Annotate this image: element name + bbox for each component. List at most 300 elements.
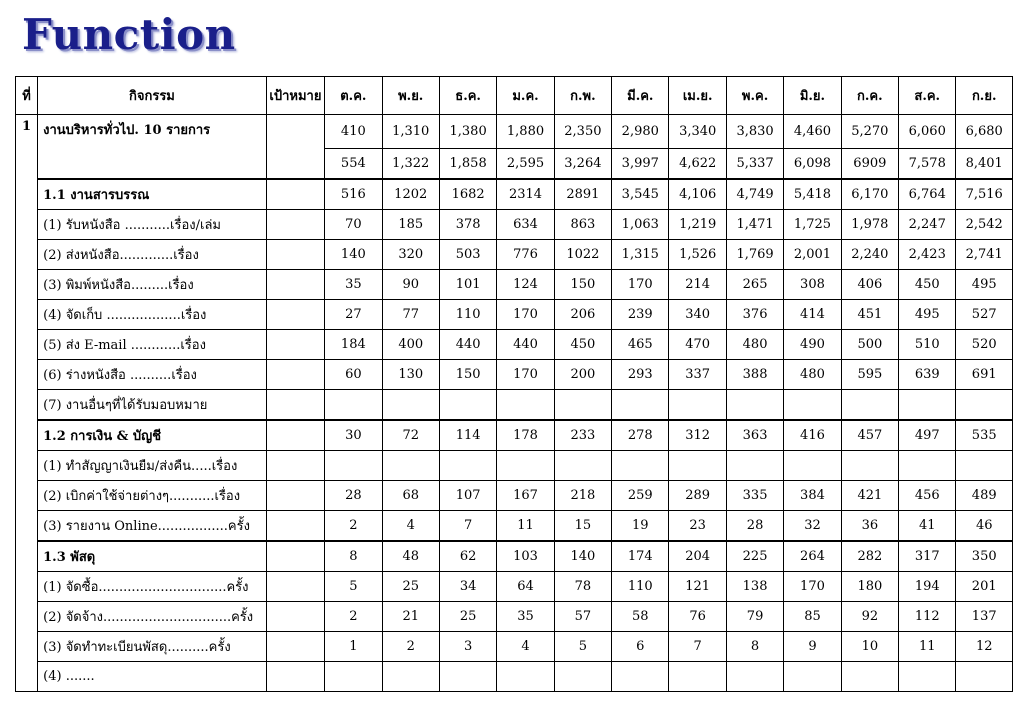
row-number-cell: [16, 450, 38, 480]
month-value-cell: 6: [612, 631, 669, 661]
activity-cell: (1) จัดซื้อ...............................ครั้ง: [38, 571, 267, 601]
page-title: Function: [22, 10, 236, 59]
month-value-cell: 60: [325, 359, 382, 389]
month-value-cell: [841, 661, 898, 691]
month-value-cell: 137: [956, 601, 1013, 631]
target-cell: [266, 571, 324, 601]
month-value-cell: 1,880: [497, 115, 554, 149]
target-cell: [266, 389, 324, 420]
month-value-cell: [325, 389, 382, 420]
month-value-cell: 12: [956, 631, 1013, 661]
month-value-cell: 201: [956, 571, 1013, 601]
month-value-cell: 2,542: [956, 209, 1013, 239]
month-value-cell: 2,240: [841, 239, 898, 269]
activity-cell: (6) ร่างหนังสือ ..........เรื่อง: [38, 359, 267, 389]
month-value-cell: 239: [612, 299, 669, 329]
month-value-cell: 4,460: [784, 115, 841, 149]
header-month: ธ.ค.: [439, 77, 496, 115]
month-value-cell: [554, 450, 611, 480]
table-row: [16, 239, 1013, 269]
activity-cell: (2) จัดจ้าง...............................ครั้ง: [38, 601, 267, 631]
table-row: [16, 389, 1013, 420]
month-value-cell: 62: [439, 541, 496, 572]
month-value-cell: 335: [726, 480, 783, 510]
month-value-cell: 110: [439, 299, 496, 329]
header-activity: กิจกรรม: [38, 77, 267, 115]
target-cell: [266, 209, 324, 239]
month-value-cell: 3,830: [726, 115, 783, 149]
target-cell: [266, 148, 324, 179]
month-value-cell: 200: [554, 359, 611, 389]
table-row: [16, 209, 1013, 239]
month-value-cell: 451: [841, 299, 898, 329]
month-value-cell: 384: [784, 480, 841, 510]
month-value-cell: 2,350: [554, 115, 611, 149]
month-value-cell: 6,680: [956, 115, 1013, 149]
table-row: [16, 148, 1013, 179]
month-value-cell: 480: [784, 359, 841, 389]
table-row: [16, 359, 1013, 389]
month-value-cell: 554: [325, 148, 382, 179]
month-value-cell: 293: [612, 359, 669, 389]
month-value-cell: 4: [382, 510, 439, 541]
activity-cell: (7) งานอื่นๆที่ได้รับมอบหมาย: [38, 389, 267, 420]
month-value-cell: 2,980: [612, 115, 669, 149]
month-value-cell: 5,270: [841, 115, 898, 149]
month-value-cell: 535: [956, 420, 1013, 451]
month-value-cell: 1,219: [669, 209, 726, 239]
month-value-cell: 863: [554, 209, 611, 239]
month-value-cell: 77: [382, 299, 439, 329]
target-cell: [266, 359, 324, 389]
activity-cell: (3) จัดทำทะเบียนพัสดุ..........ครั้ง: [38, 631, 267, 661]
month-value-cell: 8: [325, 541, 382, 572]
month-value-cell: 450: [554, 329, 611, 359]
table-row: [16, 661, 1013, 691]
month-value-cell: [956, 661, 1013, 691]
month-value-cell: [325, 661, 382, 691]
month-value-cell: [382, 389, 439, 420]
month-value-cell: 21: [382, 601, 439, 631]
table-row: [16, 510, 1013, 541]
activity-cell: (2) เบิกค่าใช้จ่ายต่างๆ...........เรื่อง: [38, 480, 267, 510]
month-value-cell: 57: [554, 601, 611, 631]
month-value-cell: 1,471: [726, 209, 783, 239]
month-value-cell: [899, 450, 956, 480]
month-value-cell: 23: [669, 510, 726, 541]
month-value-cell: 1,315: [612, 239, 669, 269]
month-value-cell: 101: [439, 269, 496, 299]
month-value-cell: 64: [497, 571, 554, 601]
month-value-cell: 282: [841, 541, 898, 572]
activity-cell: 1.3 พัสดุ: [38, 541, 267, 572]
month-value-cell: 170: [497, 299, 554, 329]
target-cell: [266, 510, 324, 541]
month-value-cell: [784, 389, 841, 420]
month-value-cell: 27: [325, 299, 382, 329]
table-row: [16, 541, 1013, 572]
row-number-cell: [16, 359, 38, 389]
header-month: พ.ค.: [726, 77, 783, 115]
month-value-cell: 450: [899, 269, 956, 299]
month-value-cell: [669, 450, 726, 480]
month-value-cell: 35: [497, 601, 554, 631]
month-value-cell: 1682: [439, 179, 496, 210]
month-value-cell: 225: [726, 541, 783, 572]
activity-cell: 1.2 การเงิน & บัญชี: [38, 420, 267, 451]
month-value-cell: 214: [669, 269, 726, 299]
month-value-cell: 2: [382, 631, 439, 661]
month-value-cell: [956, 450, 1013, 480]
month-value-cell: 184: [325, 329, 382, 359]
month-value-cell: 6,098: [784, 148, 841, 179]
month-value-cell: 691: [956, 359, 1013, 389]
month-value-cell: 70: [325, 209, 382, 239]
month-value-cell: 5,418: [784, 179, 841, 210]
month-value-cell: 1,322: [382, 148, 439, 179]
table-row: [16, 601, 1013, 631]
table-row: [16, 480, 1013, 510]
month-value-cell: 470: [669, 329, 726, 359]
month-value-cell: 3: [439, 631, 496, 661]
row-number-cell: [16, 239, 38, 269]
month-value-cell: 103: [497, 541, 554, 572]
month-value-cell: [899, 661, 956, 691]
month-value-cell: [784, 450, 841, 480]
month-value-cell: 4,106: [669, 179, 726, 210]
month-value-cell: [841, 389, 898, 420]
month-value-cell: 170: [497, 359, 554, 389]
month-value-cell: 421: [841, 480, 898, 510]
table-row: [16, 450, 1013, 480]
month-value-cell: 130: [382, 359, 439, 389]
month-value-cell: [382, 661, 439, 691]
month-value-cell: [726, 661, 783, 691]
month-value-cell: 3,264: [554, 148, 611, 179]
month-value-cell: 72: [382, 420, 439, 451]
month-value-cell: 363: [726, 420, 783, 451]
month-value-cell: 308: [784, 269, 841, 299]
activity-cell: (3) รายงาน Online.................ครั้ง: [38, 510, 267, 541]
month-value-cell: 170: [784, 571, 841, 601]
month-value-cell: 1,526: [669, 239, 726, 269]
month-value-cell: 289: [669, 480, 726, 510]
activity-cell: (3) พิมพ์หนังสือ.........เรื่อง: [38, 269, 267, 299]
activity-cell: (4) จัดเก็บ ..................เรื่อง: [38, 299, 267, 329]
month-value-cell: 92: [841, 601, 898, 631]
month-value-cell: 259: [612, 480, 669, 510]
month-value-cell: 15: [554, 510, 611, 541]
row-number-cell: [16, 299, 38, 329]
header-month: ม.ค.: [497, 77, 554, 115]
month-value-cell: 776: [497, 239, 554, 269]
month-value-cell: 35: [325, 269, 382, 299]
month-value-cell: 48: [382, 541, 439, 572]
month-value-cell: 337: [669, 359, 726, 389]
month-value-cell: 19: [612, 510, 669, 541]
month-value-cell: 2,423: [899, 239, 956, 269]
month-value-cell: [899, 389, 956, 420]
month-value-cell: [497, 389, 554, 420]
month-value-cell: 204: [669, 541, 726, 572]
month-value-cell: 2,001: [784, 239, 841, 269]
month-value-cell: 174: [612, 541, 669, 572]
month-value-cell: 1: [325, 631, 382, 661]
row-number-cell: [16, 269, 38, 299]
month-value-cell: 36: [841, 510, 898, 541]
month-value-cell: [325, 450, 382, 480]
month-value-cell: [554, 389, 611, 420]
month-value-cell: 2,247: [899, 209, 956, 239]
month-value-cell: 25: [382, 571, 439, 601]
month-value-cell: 527: [956, 299, 1013, 329]
month-value-cell: 7,578: [899, 148, 956, 179]
month-value-cell: [726, 389, 783, 420]
month-value-cell: [497, 661, 554, 691]
month-value-cell: 121: [669, 571, 726, 601]
month-value-cell: 4: [497, 631, 554, 661]
header-month: ก.ค.: [841, 77, 898, 115]
month-value-cell: 312: [669, 420, 726, 451]
month-value-cell: 639: [899, 359, 956, 389]
header-month: เม.ย.: [669, 77, 726, 115]
function-table: [15, 76, 1013, 692]
month-value-cell: 1,978: [841, 209, 898, 239]
month-value-cell: 124: [497, 269, 554, 299]
header-month: พ.ย.: [382, 77, 439, 115]
month-value-cell: 350: [956, 541, 1013, 572]
month-value-cell: 317: [899, 541, 956, 572]
month-value-cell: 28: [726, 510, 783, 541]
month-value-cell: [497, 450, 554, 480]
month-value-cell: 150: [439, 359, 496, 389]
activity-cell: งานบริหารทั่วไป. 10 รายการ: [38, 115, 267, 149]
row-number-cell: [16, 329, 38, 359]
month-value-cell: 440: [497, 329, 554, 359]
month-value-cell: 178: [497, 420, 554, 451]
month-value-cell: 7: [439, 510, 496, 541]
month-value-cell: 1022: [554, 239, 611, 269]
month-value-cell: 440: [439, 329, 496, 359]
month-value-cell: 456: [899, 480, 956, 510]
activity-cell: (5) ส่ง E-mail ............เรื่อง: [38, 329, 267, 359]
month-value-cell: 107: [439, 480, 496, 510]
row-number-cell: [16, 661, 38, 691]
month-value-cell: 78: [554, 571, 611, 601]
month-value-cell: 1,725: [784, 209, 841, 239]
month-value-cell: 1,310: [382, 115, 439, 149]
month-value-cell: 34: [439, 571, 496, 601]
table-row: [16, 179, 1013, 210]
month-value-cell: 6909: [841, 148, 898, 179]
row-number-cell: [16, 179, 38, 210]
month-value-cell: 58: [612, 601, 669, 631]
month-value-cell: 138: [726, 571, 783, 601]
month-value-cell: 2,741: [956, 239, 1013, 269]
row-number-cell: [16, 148, 38, 179]
month-value-cell: 500: [841, 329, 898, 359]
month-value-cell: 510: [899, 329, 956, 359]
header-month: มิ.ย.: [784, 77, 841, 115]
row-number-cell: [16, 389, 38, 420]
month-value-cell: 457: [841, 420, 898, 451]
month-value-cell: 79: [726, 601, 783, 631]
month-value-cell: 8,401: [956, 148, 1013, 179]
month-value-cell: 1,063: [612, 209, 669, 239]
month-value-cell: 194: [899, 571, 956, 601]
table-row: [16, 420, 1013, 451]
month-value-cell: 41: [899, 510, 956, 541]
target-cell: [266, 661, 324, 691]
activity-cell: (2) ส่งหนังสือ.............เรื่อง: [38, 239, 267, 269]
month-value-cell: 2: [325, 601, 382, 631]
month-value-cell: 3,340: [669, 115, 726, 149]
month-value-cell: 634: [497, 209, 554, 239]
month-value-cell: 114: [439, 420, 496, 451]
month-value-cell: [554, 661, 611, 691]
month-value-cell: 2: [325, 510, 382, 541]
month-value-cell: 265: [726, 269, 783, 299]
month-value-cell: 4,622: [669, 148, 726, 179]
month-value-cell: 46: [956, 510, 1013, 541]
month-value-cell: 85: [784, 601, 841, 631]
header-row: [16, 77, 1013, 115]
target-cell: [266, 299, 324, 329]
table-row: [16, 299, 1013, 329]
month-value-cell: 503: [439, 239, 496, 269]
month-value-cell: 2891: [554, 179, 611, 210]
row-number-cell: [16, 601, 38, 631]
month-value-cell: 2314: [497, 179, 554, 210]
row-number-cell: 1: [16, 115, 38, 149]
month-value-cell: [726, 450, 783, 480]
month-value-cell: 497: [899, 420, 956, 451]
table-row: [16, 269, 1013, 299]
table-row: [16, 329, 1013, 359]
month-value-cell: 10: [841, 631, 898, 661]
activity-cell: (4) .......: [38, 661, 267, 691]
month-value-cell: 140: [325, 239, 382, 269]
activity-cell: (1) รับหนังสือ ...........เรื่อง/เล่ม: [38, 209, 267, 239]
target-cell: [266, 480, 324, 510]
month-value-cell: 185: [382, 209, 439, 239]
month-value-cell: 218: [554, 480, 611, 510]
row-number-cell: [16, 480, 38, 510]
target-cell: [266, 420, 324, 451]
month-value-cell: 410: [325, 115, 382, 149]
target-cell: [266, 269, 324, 299]
month-value-cell: [612, 389, 669, 420]
month-value-cell: 112: [899, 601, 956, 631]
month-value-cell: [784, 661, 841, 691]
month-value-cell: 480: [726, 329, 783, 359]
month-value-cell: 8: [726, 631, 783, 661]
row-number-cell: [16, 631, 38, 661]
month-value-cell: 2,595: [497, 148, 554, 179]
month-value-cell: 28: [325, 480, 382, 510]
month-value-cell: 11: [899, 631, 956, 661]
month-value-cell: [382, 450, 439, 480]
row-number-cell: [16, 571, 38, 601]
month-value-cell: 167: [497, 480, 554, 510]
month-value-cell: 490: [784, 329, 841, 359]
month-value-cell: 68: [382, 480, 439, 510]
month-value-cell: 32: [784, 510, 841, 541]
month-value-cell: 76: [669, 601, 726, 631]
month-value-cell: 233: [554, 420, 611, 451]
month-value-cell: [612, 661, 669, 691]
header-month: ก.ย.: [956, 77, 1013, 115]
month-value-cell: 6,170: [841, 179, 898, 210]
activity-cell: [38, 148, 267, 179]
month-value-cell: 11: [497, 510, 554, 541]
month-value-cell: 495: [956, 269, 1013, 299]
month-value-cell: 495: [899, 299, 956, 329]
target-cell: [266, 631, 324, 661]
table-row: [16, 571, 1013, 601]
month-value-cell: 6,060: [899, 115, 956, 149]
month-value-cell: 3,545: [612, 179, 669, 210]
month-value-cell: 150: [554, 269, 611, 299]
month-value-cell: 7: [669, 631, 726, 661]
month-value-cell: 140: [554, 541, 611, 572]
month-value-cell: [669, 389, 726, 420]
month-value-cell: 388: [726, 359, 783, 389]
month-value-cell: 416: [784, 420, 841, 451]
month-value-cell: 489: [956, 480, 1013, 510]
month-value-cell: 406: [841, 269, 898, 299]
target-cell: [266, 239, 324, 269]
target-cell: [266, 450, 324, 480]
month-value-cell: 1202: [382, 179, 439, 210]
row-number-cell: [16, 209, 38, 239]
month-value-cell: 25: [439, 601, 496, 631]
row-number-cell: [16, 541, 38, 572]
target-cell: [266, 541, 324, 572]
month-value-cell: 5,337: [726, 148, 783, 179]
month-value-cell: 5: [325, 571, 382, 601]
table-row: [16, 631, 1013, 661]
month-value-cell: 1,769: [726, 239, 783, 269]
target-cell: [266, 601, 324, 631]
activity-cell: (1) ทำสัญญาเงินยืม/ส่งคืน.....เรื่อง: [38, 450, 267, 480]
month-value-cell: 170: [612, 269, 669, 299]
month-value-cell: 376: [726, 299, 783, 329]
month-value-cell: 465: [612, 329, 669, 359]
month-value-cell: 320: [382, 239, 439, 269]
month-value-cell: 278: [612, 420, 669, 451]
header-month: ต.ค.: [325, 77, 382, 115]
month-value-cell: 206: [554, 299, 611, 329]
month-value-cell: 7,516: [956, 179, 1013, 210]
month-value-cell: 1,380: [439, 115, 496, 149]
month-value-cell: 595: [841, 359, 898, 389]
month-value-cell: 400: [382, 329, 439, 359]
month-value-cell: [439, 450, 496, 480]
month-value-cell: 90: [382, 269, 439, 299]
month-value-cell: 30: [325, 420, 382, 451]
row-number-cell: [16, 420, 38, 451]
month-value-cell: 1,858: [439, 148, 496, 179]
month-value-cell: 5: [554, 631, 611, 661]
month-value-cell: [841, 450, 898, 480]
month-value-cell: [439, 661, 496, 691]
month-value-cell: 378: [439, 209, 496, 239]
month-value-cell: [612, 450, 669, 480]
month-value-cell: 4,749: [726, 179, 783, 210]
month-value-cell: [669, 661, 726, 691]
table-row: [16, 115, 1013, 149]
